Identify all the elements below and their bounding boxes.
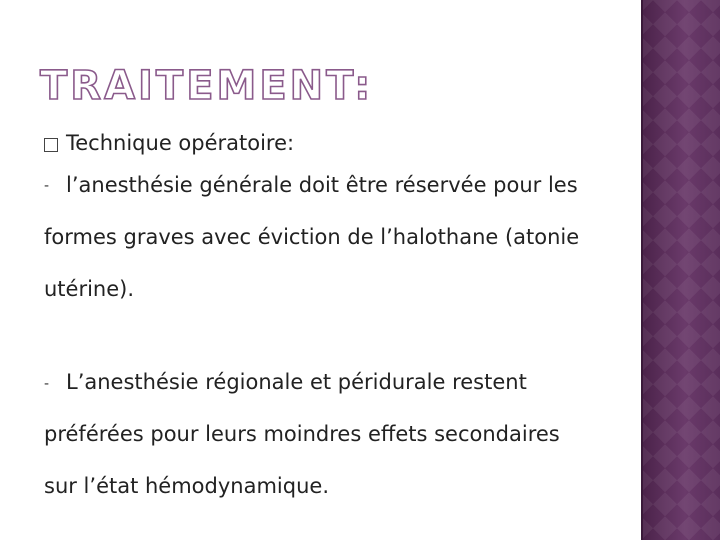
side-panel-divider xyxy=(641,0,643,540)
paragraph2-line3: sur l’état hémodynamique. xyxy=(44,474,329,498)
paragraph2-line2: préférées pour leurs moindres effets secondaires xyxy=(44,422,560,446)
bullet-heading: Technique opératoire: xyxy=(66,131,295,155)
dash-bullet-1: - xyxy=(44,178,50,194)
decorative-side-panel xyxy=(641,0,720,540)
checkbox-bullet-icon xyxy=(44,138,58,152)
paragraph2-line1: L’anesthésie régionale et péridurale restent xyxy=(66,370,527,394)
paragraph1-line3: utérine). xyxy=(44,277,135,301)
paragraph1-line2: formes graves avec éviction de l’halothane (atonie xyxy=(44,225,580,249)
dash-bullet-2: - xyxy=(44,376,50,392)
paragraph1-line1: l’anesthésie générale doit être réservée pour les xyxy=(66,173,578,197)
slide-title: TRAITEMENT: xyxy=(40,63,374,109)
